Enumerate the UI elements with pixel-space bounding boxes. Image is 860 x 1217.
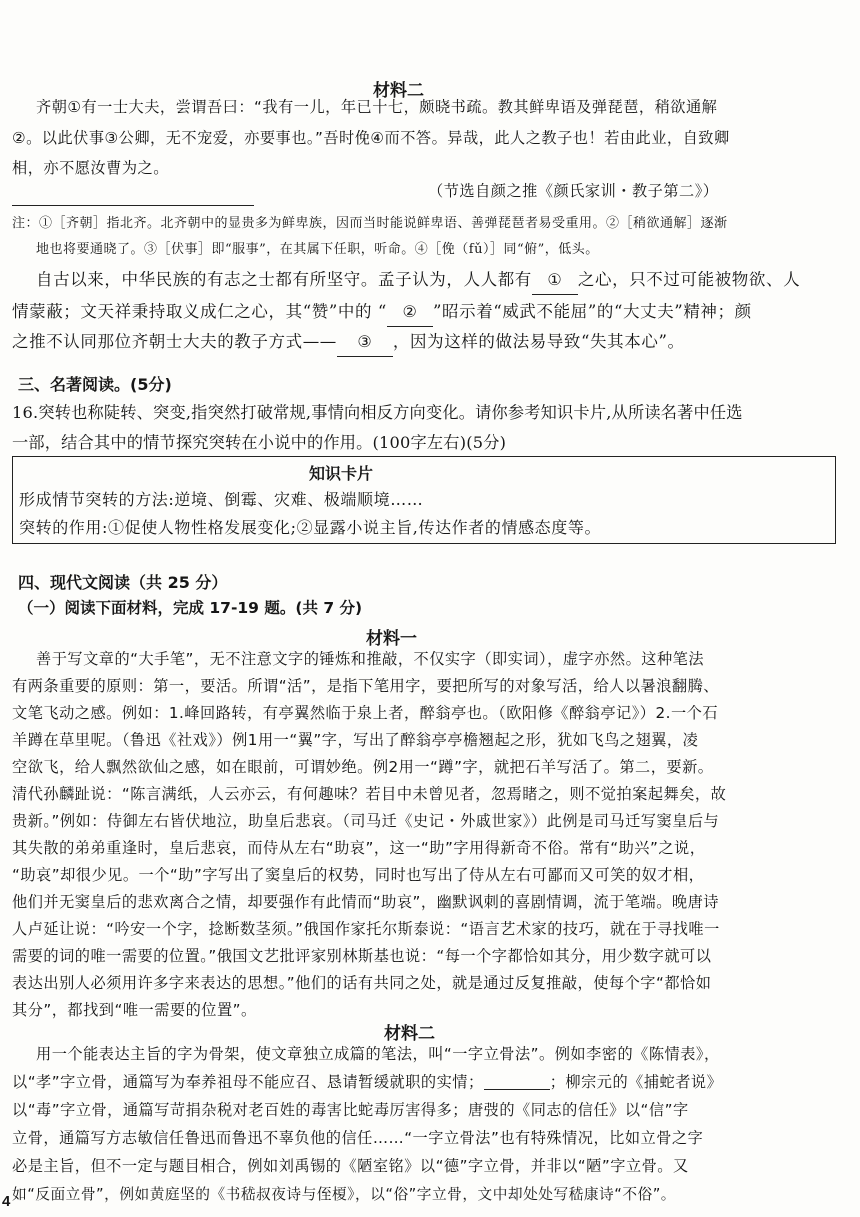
passage-line: 立骨，通篇写方志敏信任鲁迅而鲁迅不辜负他的信任……“一字立骨法”也有特殊情况，比如立骨之字 — [12, 1129, 704, 1147]
material-one-title: 材料一 — [366, 629, 417, 649]
question-16-text: 16.突转也称陡转、突变,指突然打破常规,事情向相反方向变化。请你参考知识卡片,从所读名著中任选 — [12, 403, 743, 422]
section-four-subheading: （一）阅读下面材料，完成 17-19 题。(共 7 分) — [18, 599, 363, 617]
passage-line: 需要的词的唯一需要的位置。”俄国文艺批评家别林斯基也说：“每一个字都恰如其分，用少数字就可以 — [12, 947, 712, 965]
classical-text-line: 齐朝①有一士大夫，尝谓吾曰：“我有一儿，年已十七，颇晓书疏。教其鲜卑语及弹琵琶，稍欲通解 — [36, 98, 718, 116]
knowledge-card-line: 形成情节突转的方法:逆境、倒霉、灾难、极端顺境…… — [19, 490, 424, 509]
classical-text-line: ②。以此伏事③公卿，无不宠爱，亦要事也。”吾时俛④而不答。异哉，此人之教子也！若由此业，自致卿 — [12, 129, 730, 147]
passage-line: 人卢延让说：“吟安一个字，捻断数茎须。”俄国作家托尔斯泰说：“语言艺术家的技巧，就在于寻找唯一 — [12, 920, 720, 938]
passage-line: “助哀”却很少见。一个“助”字写出了窦皇后的权势，同时也写出了侍从左右可鄙而又可笑的奴才相， — [12, 866, 705, 884]
passage-line: 以“毒”字立骨，通篇写苛捐杂税对老百姓的毒害比蛇毒厉害得多；唐弢的《同志的信任》以“信”字 — [12, 1101, 689, 1119]
fill-text: 情蒙蔽；文天祥秉持取义成仁之心，其“赞”中的 “ — [12, 302, 387, 321]
footnote-line: 注：①［齐朝］指北齐。北齐朝中的显贵多为鲜卑族，因而当时能说鲜卑语、善弹琵琶者易受重用。②［稍欲通解］逐渐 — [12, 216, 728, 231]
passage-line: 有两条重要的原则：第一，要活。所谓“活”，是指下笔用字，要把所写的对象写活，给人以暑浪翻腾、 — [12, 677, 719, 695]
answer-blank-1[interactable]: ① — [532, 265, 578, 295]
page-number: 4 — [2, 1193, 11, 1210]
passage-line: 如“反面立骨”，例如黄庭坚的《书嵇叔夜诗与侄榎》，以“俗”字立骨，文中却处处写嵇康诗“不俗”。 — [12, 1186, 676, 1203]
passage-line: 文笔飞动之感。例如：1.峰回路转，有亭翼然临于泉上者，醉翁亭也。（欧阳修《醉翁亭记》）2.一个石 — [12, 704, 719, 722]
passage-line — [12, 1071, 722, 1092]
section-three-heading: 三、名著阅读。(5分) — [18, 375, 172, 394]
fill-blank-line — [12, 327, 685, 357]
knowledge-card — [12, 456, 836, 544]
material-two-title: 材料二 — [373, 81, 424, 101]
source-citation: （节选自颜之推《颜氏家训・教子第二》） — [428, 182, 719, 200]
knowledge-card-line: 突转的作用:①促使人物性格发展变化;②显露小说主旨,传达作者的情感态度等。 — [19, 518, 602, 537]
section-four-heading: 四、现代文阅读（共 25 分） — [18, 573, 228, 592]
footnote-divider — [12, 205, 254, 206]
answer-blank-3[interactable]: ③ — [337, 327, 393, 357]
fill-text: ”昭示着“威武不能屈”的“大丈夫”精神；颜 — [432, 302, 752, 321]
fill-text: 自古以来，中华民族的有志之士都有所坚守。孟子认为，人人都有 — [36, 270, 532, 289]
passage-line: 用一个能表达主旨的字为骨架，使文章独立成篇的笔法，叫“一字立骨法”。例如李密的《陈情表》， — [36, 1045, 720, 1063]
passage-line: 贵新。”例如：侍御左右皆伏地泣，助皇后悲哀。（司马迁《史记・外戚世家》）此例是司马迁写窦皇后与 — [12, 812, 720, 830]
passage-line: 必是主旨，但不一定与题目相合，例如刘禹锡的《陋室铭》以“德”字立骨，并非以“陋”字立骨。又 — [12, 1157, 689, 1175]
passage-line: 清代孙麟趾说：“陈言满纸，人云亦云，有何趣味？若目中未曾见者，忽焉睹之，则不觉拍案起舞矣，故 — [12, 785, 727, 803]
fill-text: ，因为这样的做法易导致“失其本心”。 — [392, 332, 685, 351]
answer-blank[interactable] — [484, 1073, 550, 1090]
passage-text: ；柳宗元的《捕蛇者说》 — [549, 1073, 723, 1091]
passage-line: 其失散的弟弟重逢时，皇后悲哀，而侍从左右“助哀”，这一“助”字用得新奇不俗。常有“助兴”之说， — [12, 839, 706, 857]
passage-text: 以“孝”字立骨，通篇写为奉养祖母不能应召、恳请暂缓就职的实情； — [12, 1073, 484, 1091]
passage-line: 他们并无窦皇后的悲欢离合之情，却要强作有此情而“助哀”，幽默讽刺的喜剧情调，流于笔端。晚唐诗 — [12, 893, 719, 911]
fill-text: 之心，只不过可能被物欲、人 — [577, 270, 801, 289]
knowledge-card-title: 知识卡片 — [309, 464, 374, 483]
classical-text-line: 相，亦不愿汝曹为之。 — [12, 159, 169, 177]
passage-line: 羊蹲在草里呢。（鲁迅《社戏》）例1用一“翼”字，写出了醉翁亭亭檐翘起之形，犹如飞鸟之翅翼，凌 — [12, 731, 699, 749]
fill-text: 之推不认同那位齐朝士大夫的教子方式—— — [12, 332, 337, 351]
footnote-line: 地也将要通晓了。③［伏事］即“服事”，在其属下任职，听命。④［俛（fǔ）］同“俯”，低头。 — [36, 242, 599, 257]
material-two-title: 材料二 — [384, 1024, 435, 1044]
question-16-text: 一部，结合其中的情节探究突转在小说中的作用。(100字左右)(5分) — [12, 433, 507, 452]
passage-line: 空欲飞，给人飘然欲仙之感，如在眼前，可谓妙绝。例2用一“蹲”字，就把石羊写活了。第二，要新。 — [12, 758, 714, 776]
fill-blank-line — [36, 265, 800, 295]
passage-line: 表达出别人必须用许多字来表达的思想。”他们的话有共同之处，就是通过反复推敲，使每个字“都恰如 — [12, 974, 712, 992]
passage-line: 其分”，都找到“唯一需要的位置”。 — [12, 1001, 257, 1019]
passage-line: 善于写文章的“大手笔”，无不注意文字的锤炼和推敲，不仅实字（即实词），虚字亦然。这种笔法 — [36, 650, 705, 668]
answer-blank-2[interactable]: ② — [387, 297, 433, 327]
fill-blank-line — [12, 297, 752, 327]
